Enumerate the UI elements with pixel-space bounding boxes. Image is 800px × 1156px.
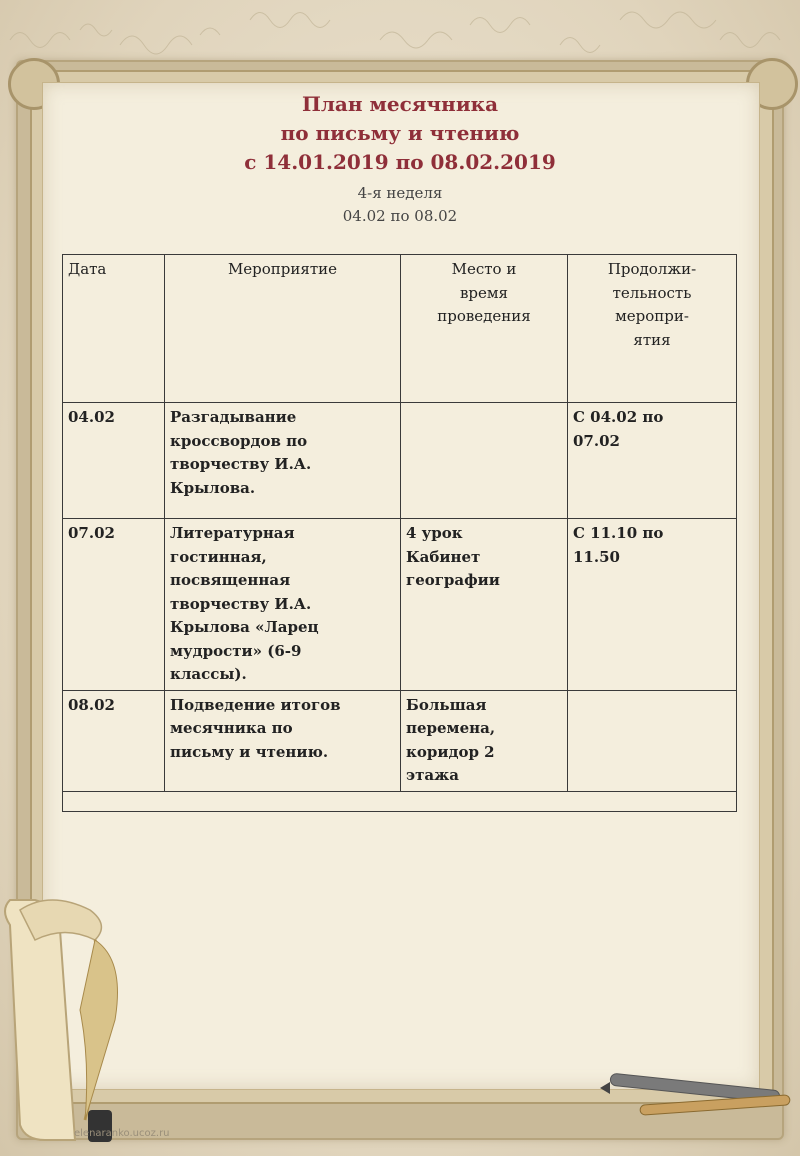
cell-line: Подведение итогов (170, 695, 341, 714)
header-duration-line: меропри- (615, 307, 689, 325)
header-date: Дата (63, 255, 165, 403)
header-duration-line: Продолжи- (607, 260, 697, 278)
cell-date: 04.02 (63, 403, 165, 519)
header-place-line: Место и (451, 260, 517, 278)
cell-line: творчеству И.А. (170, 455, 312, 473)
cell-line: письму и чтению. (170, 742, 329, 761)
table-row (63, 519, 737, 691)
cell-date: 08.02 (63, 690, 165, 791)
cell-duration (568, 519, 737, 691)
cell-line: Большая (406, 695, 487, 714)
title-line-2: по письму и чтению (280, 121, 520, 145)
header-place (401, 255, 568, 403)
cell-line: С 11.10 по (573, 524, 664, 542)
empty-cell (63, 791, 737, 811)
cell-line: классы). (170, 665, 247, 683)
cell-line: посвященная (170, 571, 291, 589)
cell-duration (568, 690, 737, 791)
header-place-line: время (459, 283, 509, 302)
cell-line: творчеству И.А. (170, 594, 312, 613)
cell-event (165, 403, 401, 519)
cell-line: 11.50 (573, 547, 620, 566)
scroll-and-quill-decoration (0, 880, 120, 1150)
header-duration (568, 255, 737, 403)
header-duration-line: ятия (633, 330, 671, 349)
header-event: Мероприятие (165, 255, 401, 403)
cell-line: Крылова. (170, 478, 256, 497)
cell-line: С 04.02 по (573, 408, 664, 426)
cell-line: Крылова «Ларец (170, 618, 319, 636)
cell-line: Литературная (170, 524, 295, 542)
header-duration-line: тельность (612, 283, 692, 302)
table-row (63, 690, 737, 791)
cell-place (401, 403, 568, 519)
cell-event (165, 519, 401, 691)
cell-duration (568, 403, 737, 519)
cell-line: 4 урок (406, 524, 463, 542)
cell-place (401, 690, 568, 791)
fountain-pen-decoration (600, 1060, 800, 1150)
cell-line: Разгадывание (170, 408, 297, 426)
cell-line: этажа (406, 766, 460, 784)
cell-line: перемена, (406, 719, 496, 737)
subtitle-date-range: 04.02 по 08.02 (342, 207, 458, 225)
cell-line: месячника по (170, 719, 293, 737)
title-line-1: План месячника (301, 92, 499, 116)
cell-place (401, 519, 568, 691)
cell-line: коридор 2 (406, 742, 495, 761)
cell-line: географии (406, 571, 500, 589)
table-empty-row (63, 791, 737, 811)
cell-line: 07.02 (573, 431, 620, 450)
table-header-row (63, 255, 737, 403)
cell-line: гостинная, (170, 547, 267, 566)
title-line-3: с 14.01.2019 по 08.02.2019 (244, 150, 556, 174)
subtitle-week: 4-я неделя (357, 184, 443, 202)
cell-date: 07.02 (63, 519, 165, 691)
cell-event (165, 690, 401, 791)
table-row (63, 403, 737, 519)
site-watermark: elenaranko.ucoz.ru (74, 1128, 170, 1139)
event-plan-table (62, 254, 737, 812)
cell-line: кроссвордов по (170, 431, 308, 450)
header-place-line: проведения (437, 307, 531, 325)
cell-line: мудрости» (6-9 (170, 641, 302, 660)
cell-line: Кабинет (406, 547, 481, 566)
